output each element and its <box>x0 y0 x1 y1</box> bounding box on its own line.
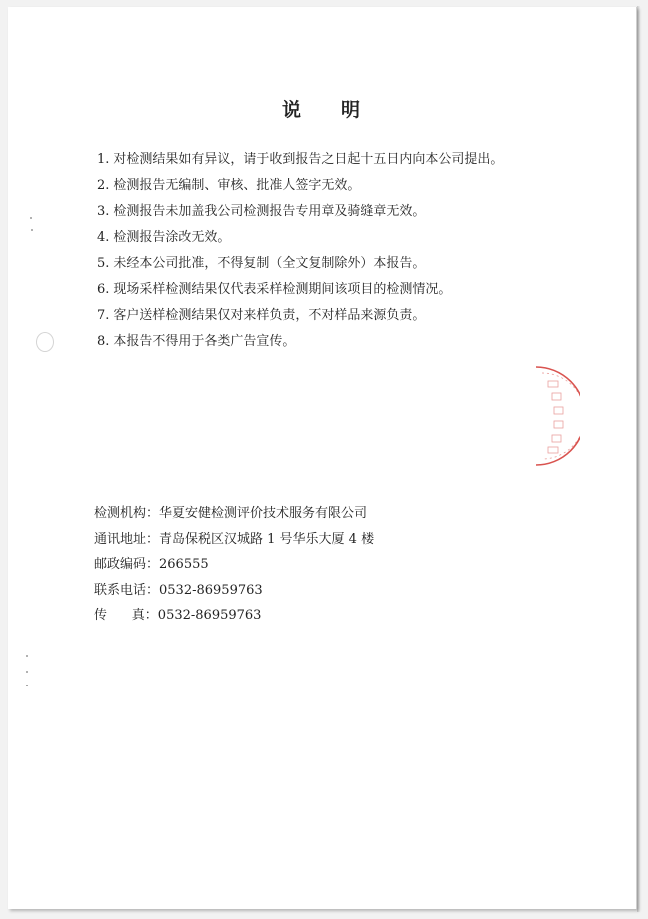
scan-speck <box>26 671 28 673</box>
contact-row-phone <box>94 578 374 604</box>
list-item <box>97 329 503 355</box>
note-number: 8. <box>97 334 110 349</box>
note-number: 1. <box>97 152 110 167</box>
document-page <box>8 7 637 909</box>
seal-glyph <box>552 393 561 400</box>
note-number: 2. <box>97 178 110 193</box>
note-text: 检测报告无编制、审核、批准人签字无效。 <box>113 178 361 193</box>
seal-glyph <box>554 421 563 428</box>
list-item <box>97 199 503 225</box>
list-item <box>97 173 503 199</box>
note-text: 现场采样检测结果仅代表采样检测期间该项目的检测情况。 <box>113 282 452 297</box>
contact-row-postcode <box>94 552 374 578</box>
list-item <box>97 277 503 303</box>
seal-glyph <box>554 407 563 414</box>
contact-row-address <box>94 527 374 553</box>
note-number: 3. <box>97 204 110 219</box>
list-item <box>97 147 503 173</box>
official-seal-partial <box>528 365 580 469</box>
list-item <box>97 225 503 251</box>
note-text: 未经本公司批准，不得复制（全文复制除外）本报告。 <box>113 256 426 271</box>
list-item <box>97 303 503 329</box>
postcode-value: 266555 <box>159 557 209 572</box>
page-edge <box>637 6 640 912</box>
note-text: 检测报告未加盖我公司检测报告专用章及骑缝章无效。 <box>113 204 426 219</box>
note-number: 4. <box>97 230 110 245</box>
seal-glyph <box>548 447 558 453</box>
notes-list <box>97 147 503 355</box>
org-label: 检测机构： <box>94 506 160 521</box>
list-item <box>97 251 503 277</box>
fax-label: 传 真： <box>94 608 158 623</box>
title-char: 明 <box>341 99 363 121</box>
note-number: 5. <box>97 256 110 271</box>
note-number: 7. <box>97 308 110 323</box>
scan-speck <box>31 229 33 231</box>
seal-glyph <box>552 435 561 442</box>
phone-value: 0532-86959763 <box>159 582 263 598</box>
contact-row-fax <box>94 603 374 629</box>
binding-hole <box>36 332 54 352</box>
seal-glyph <box>548 381 558 387</box>
title-char: 说 <box>281 99 303 121</box>
scan-speck <box>26 685 28 686</box>
scan-speck <box>30 217 32 219</box>
scan-speck <box>26 655 28 657</box>
fax-value: 0532-86959763 <box>157 608 262 623</box>
page-title <box>8 95 636 122</box>
note-number: 6. <box>97 282 110 297</box>
seal-glyphs <box>548 381 563 453</box>
contact-block <box>94 501 374 629</box>
org-value: 华夏安健检测评价技术服务有限公司 <box>159 506 368 521</box>
note-text: 客户送样检测结果仅对来样负责，不对样品来源负责。 <box>113 308 426 323</box>
note-text: 检测报告涂改无效。 <box>113 230 231 245</box>
note-text: 本报告不得用于各类广告宣传。 <box>113 334 296 349</box>
phone-label: 联系电话： <box>94 582 160 598</box>
address-value: 青岛保税区汉城路 1 号华乐大厦 4 楼 <box>159 531 375 547</box>
note-text: 对检测结果如有异议，请于收到报告之日起十五日内向本公司提出。 <box>113 152 504 167</box>
address-label: 通讯地址： <box>94 531 160 547</box>
contact-row-org <box>94 501 374 527</box>
postcode-label: 邮政编码： <box>94 557 160 572</box>
